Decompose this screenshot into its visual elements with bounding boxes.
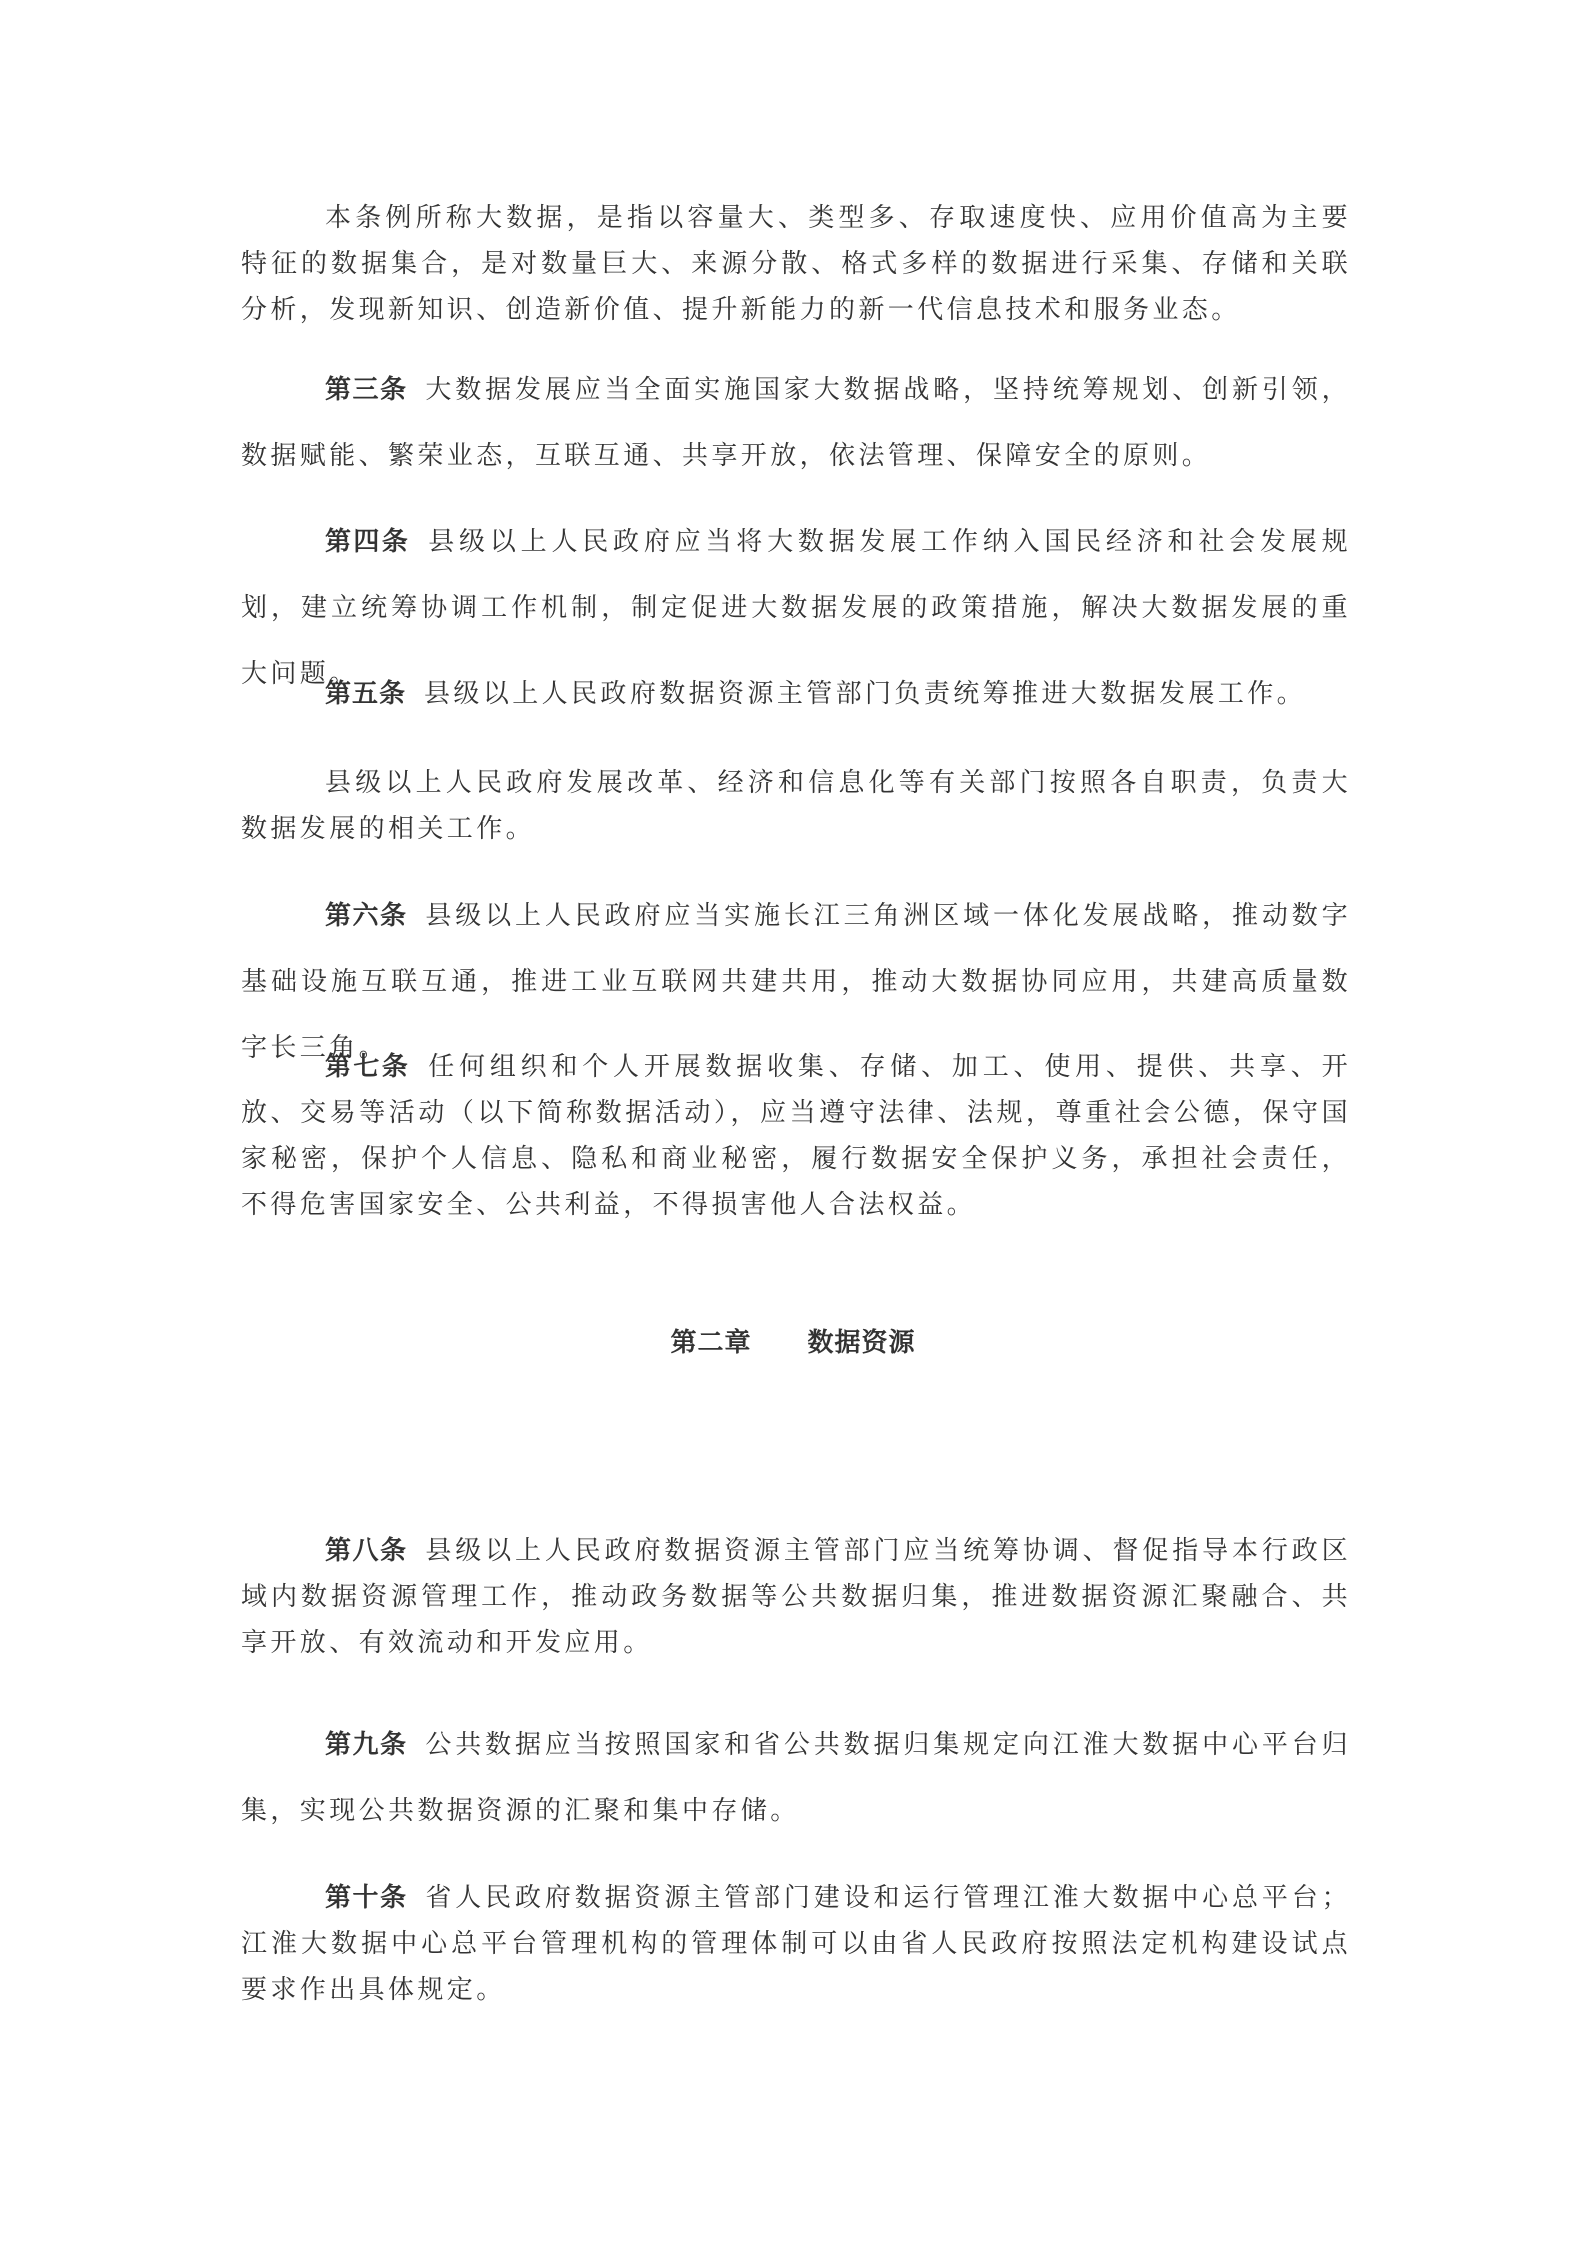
article-number: 第七条 <box>325 1052 411 1082</box>
article-10 <box>241 1875 1351 2013</box>
article-number: 第九条 <box>325 1730 408 1760</box>
article-number: 第十条 <box>325 1883 408 1913</box>
article-8 <box>241 1528 1351 1666</box>
article-number: 第六条 <box>325 901 408 931</box>
article-text: 大数据发展应当全面实施国家大数据战略，坚持统筹规划、创新引领，数据赋能、繁荣业态，互联互通、共享开放，依法管理、保障安全的原则。 <box>241 375 1351 471</box>
article-text: 省人民政府数据资源主管部门建设和运行管理江淮大数据中心总平台；江淮大数据中心总平台管理机构的管理体制可以由省人民政府按照法定机构建设试点要求作出具体规定。 <box>241 1883 1351 2005</box>
article-number: 第五条 <box>325 679 407 709</box>
article-7 <box>241 1044 1351 1228</box>
article-text: 任何组织和个人开展数据收集、存储、加工、使用、提供、共享、开放、交易等活动（以下简称数据活动），应当遵守法律、法规，尊重社会公德，保守国家秘密，保护个人信息、隐私和商业秘密，履行数据安全保护义务，承担社会责任，不得危害国家安全、公共利益，不得损害他人合法权益。 <box>241 1052 1351 1220</box>
article-number: 第四条 <box>325 527 411 557</box>
paragraph-definition <box>241 195 1351 333</box>
article-number: 第三条 <box>325 375 408 405</box>
paragraph-departments <box>241 760 1351 852</box>
chapter-number: 第二章 <box>670 1328 752 1358</box>
paragraph-text: 县级以上人民政府发展改革、经济和信息化等有关部门按照各自职责，负责大数据发展的相关工作。 <box>241 768 1351 844</box>
article-text: 县级以上人民政府数据资源主管部门应当统筹协调、督促指导本行政区域内数据资源管理工作，推动政务数据等公共数据归集，推进数据资源汇聚融合、共享开放、有效流动和开发应用。 <box>241 1536 1351 1658</box>
paragraph-text: 本条例所称大数据，是指以容量大、类型多、存取速度快、应用价值高为主要特征的数据集合，是对数量巨大、来源分散、格式多样的数据进行采集、存储和关联分析，发现新知识、创造新价值、提升新能力的新一代信息技术和服务业态。 <box>241 203 1351 325</box>
article-text: 县级以上人民政府数据资源主管部门负责统筹推进大数据发展工作。 <box>424 679 1307 709</box>
article-text: 公共数据应当按照国家和省公共数据归集规定向江淮大数据中心平台归集，实现公共数据资源的汇聚和集中存储。 <box>241 1730 1351 1826</box>
article-9 <box>241 1712 1351 1844</box>
article-text: 县级以上人民政府应当实施长江三角洲区域一体化发展战略，推动数字基础设施互联互通，推进工业互联网共建共用，推动大数据协同应用，共建高质量数字长三角。 <box>241 901 1351 1063</box>
article-number: 第八条 <box>325 1536 408 1566</box>
chapter-title: 数据资源 <box>807 1328 916 1358</box>
article-3 <box>241 357 1351 489</box>
chapter-heading <box>0 1320 1586 1366</box>
article-5 <box>241 671 1351 717</box>
article-text: 县级以上人民政府应当将大数据发展工作纳入国民经济和社会发展规划，建立统筹协调工作机制，制定促进大数据发展的政策措施，解决大数据发展的重大问题。 <box>241 527 1351 689</box>
